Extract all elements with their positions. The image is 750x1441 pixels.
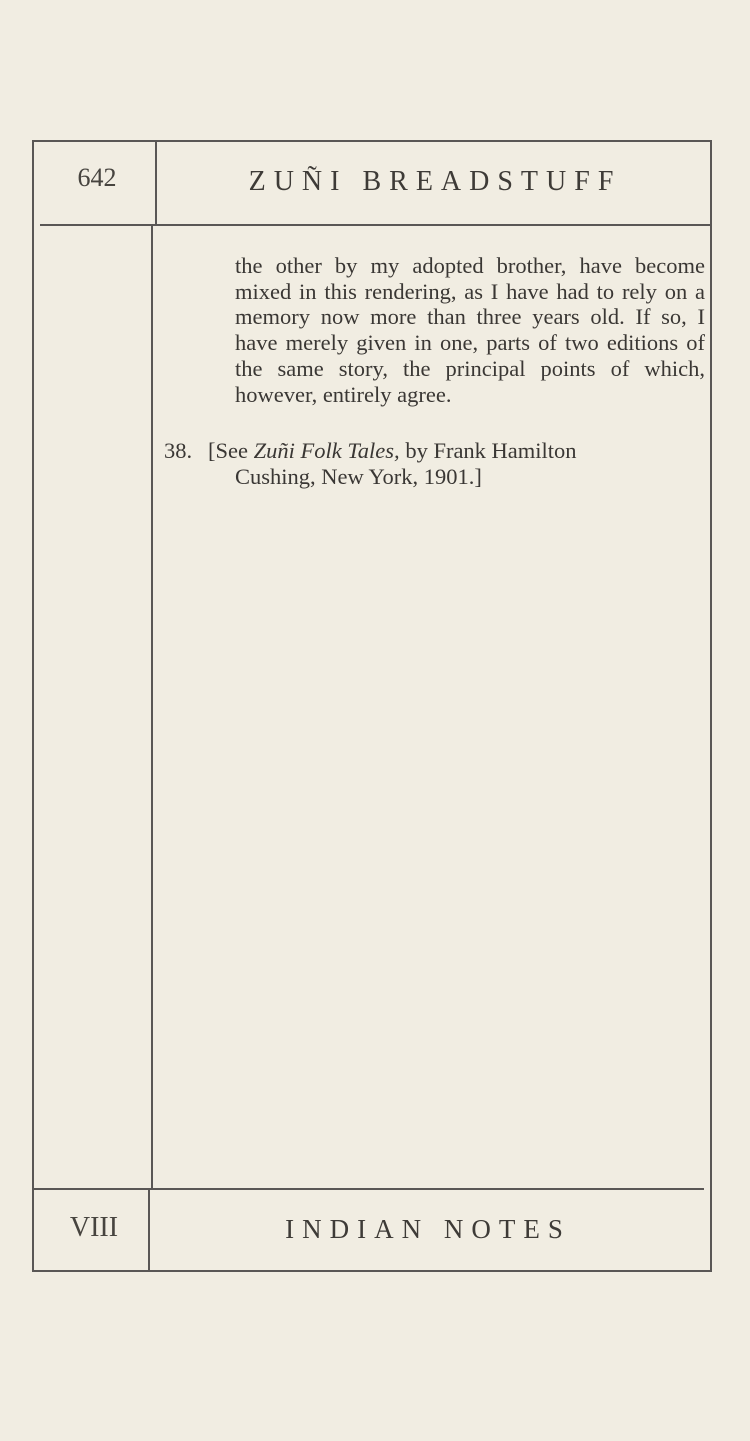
footnote-text-after: by Frank Hamilton	[399, 438, 577, 463]
footer-rule	[34, 1188, 704, 1190]
paragraph-text: the other by my adopted brother, have become mixed in this rendering, as I have had to rely on a memory now more than three years old. If so, I have merely given in one, parts of two editions of the same story, the principal points of which, however, entirely agree.	[235, 253, 705, 407]
footnote-text	[208, 438, 704, 489]
footnote-text-before: [See	[208, 438, 254, 463]
footnote-number: 38.	[164, 438, 193, 463]
footer-column-divider	[148, 1188, 150, 1270]
header-column-divider	[155, 142, 157, 226]
margin-column-divider	[151, 224, 153, 1190]
footnote	[164, 438, 704, 489]
footnote-book-title: Zuñi Folk Tales,	[253, 438, 400, 463]
page-number: 642	[77, 163, 117, 192]
body-paragraph	[235, 253, 705, 407]
header-rule	[40, 224, 712, 226]
running-title: ZUÑI BREADSTUFF	[248, 166, 622, 197]
volume-numeral: VIII	[69, 1212, 119, 1243]
series-title: INDIAN NOTES	[285, 1214, 571, 1244]
footnote-text-line2: Cushing, New York, 1901.]	[235, 463, 482, 489]
